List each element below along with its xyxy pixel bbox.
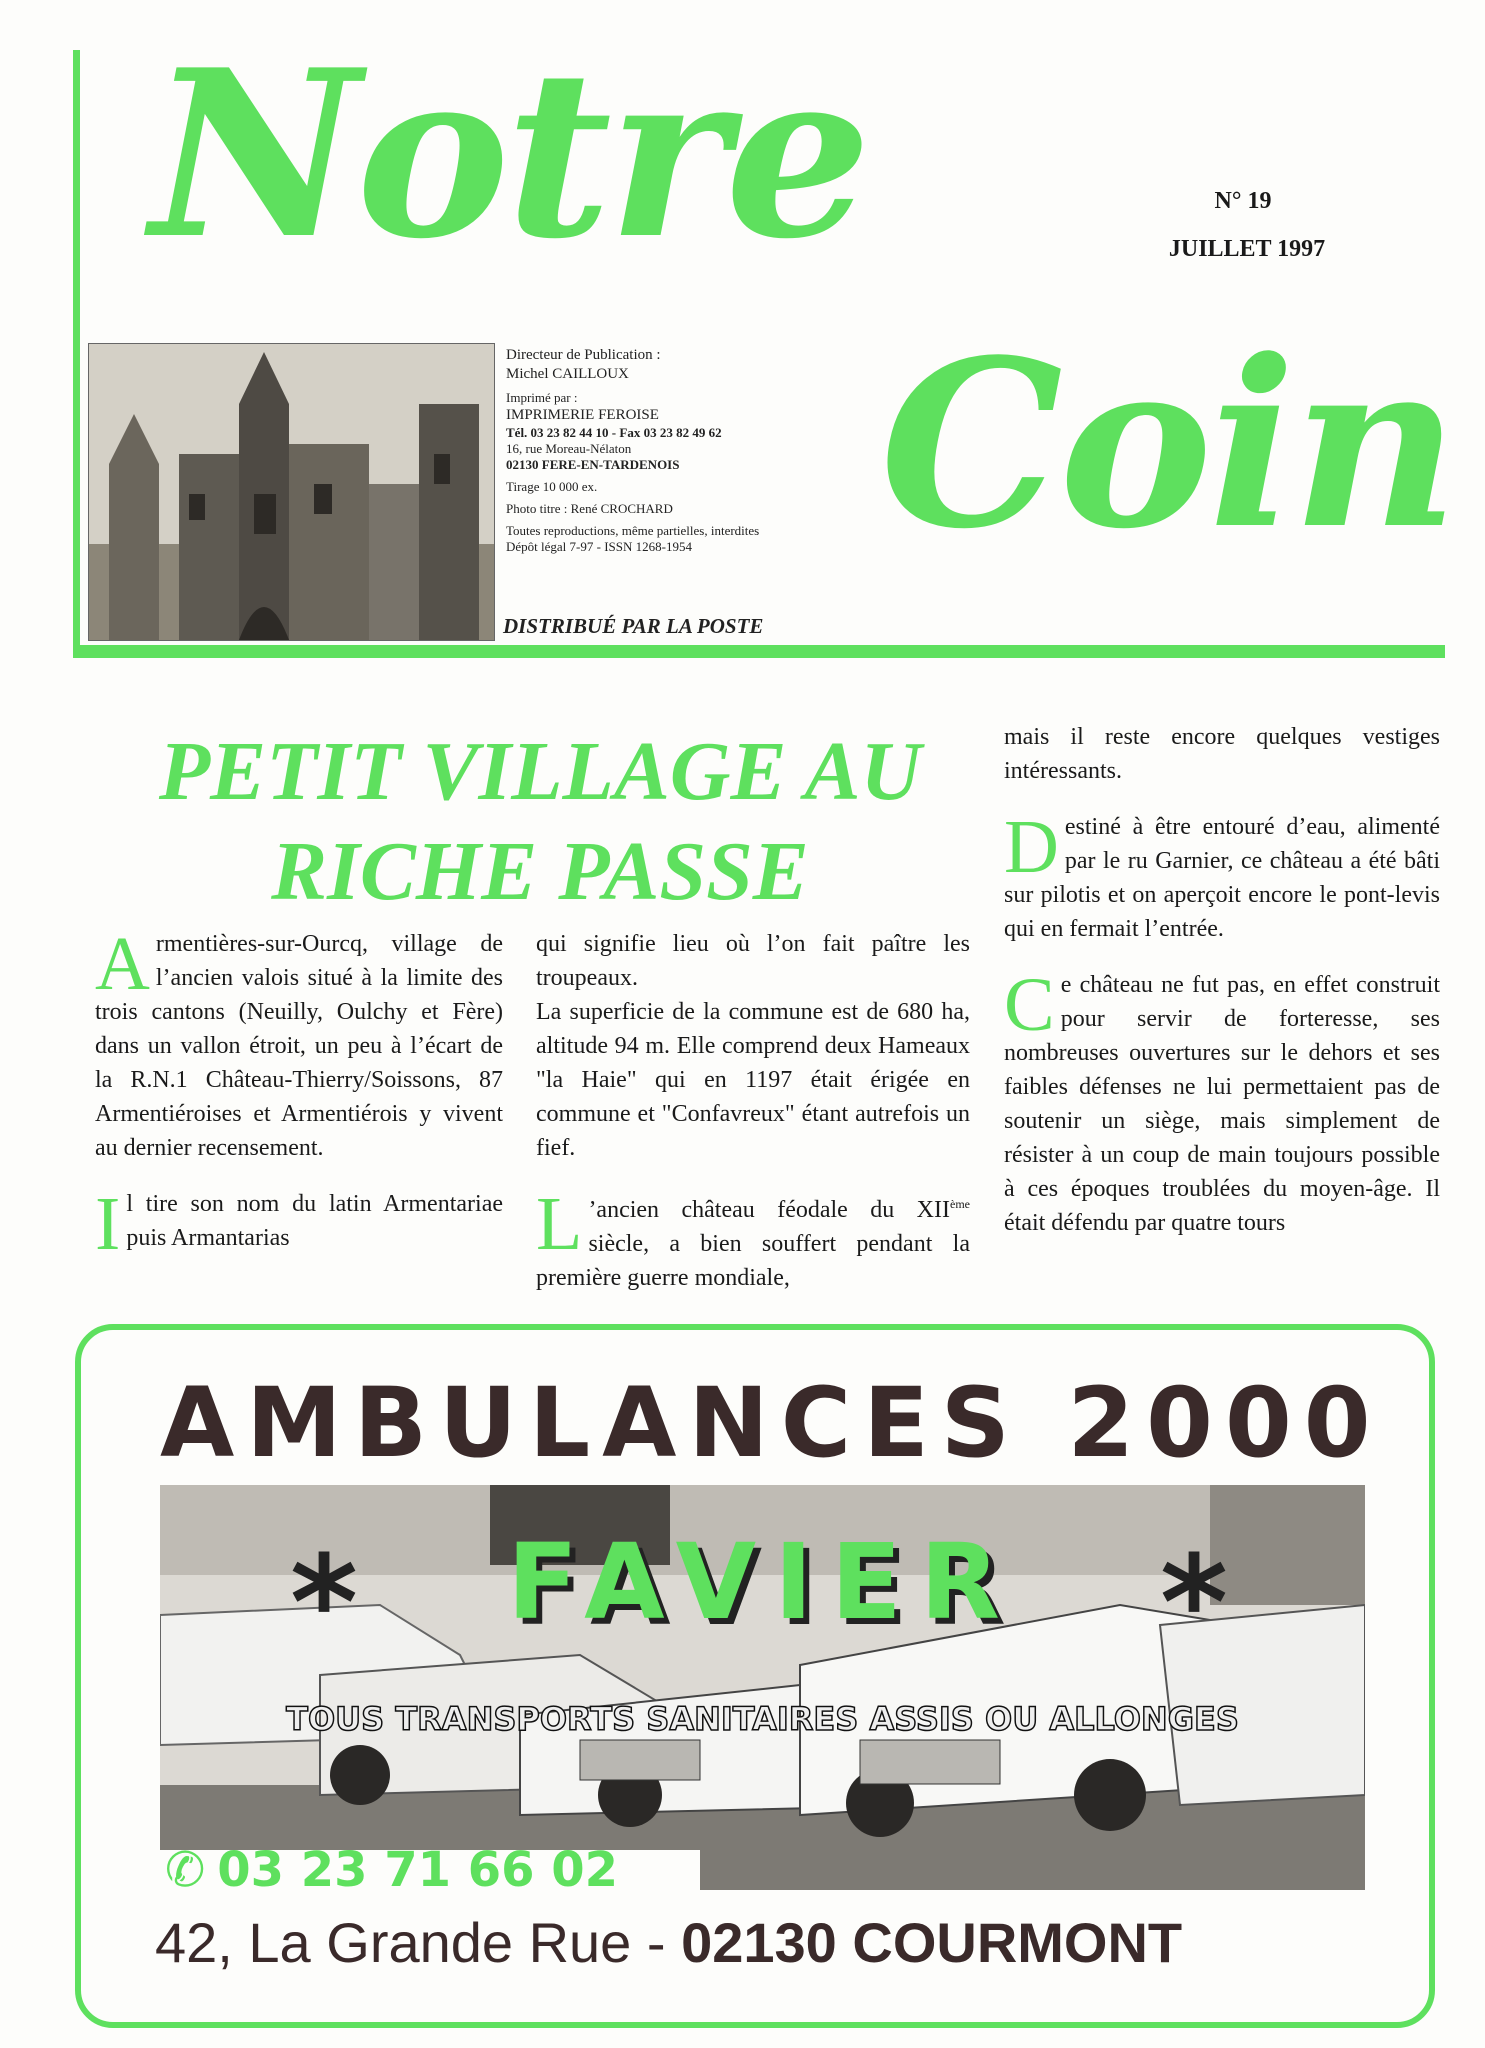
masthead-bottom-rule	[73, 645, 1445, 658]
masthead-left-rule	[73, 50, 80, 658]
phone-number: 03 23 71 66 02	[217, 1842, 619, 1898]
drop-cap: D	[1004, 805, 1059, 889]
paragraph-text: l tire son nom du latin Armentariae puis Armantarias	[126, 1191, 503, 1251]
imprint-city: 02130 FERE-EN-TARDENOIS	[506, 457, 680, 472]
imprint-rights: Toutes reproductions, même partielles, interdites	[506, 523, 760, 538]
imprint-phone: Tél. 03 23 82 44 10 - Fax 03 23 82 49 62	[506, 425, 722, 440]
advert-address	[155, 1912, 1365, 1974]
imprint-print-run: Tirage 10 000 ex.	[506, 479, 598, 494]
paragraph-text: siècle, a bien souffert pendant la première guerre mondiale,	[536, 1231, 970, 1291]
paragraph-intro	[95, 922, 503, 1165]
article-column-2	[536, 927, 970, 1295]
paragraph-text: estiné à être entouré d’eau, alimenté par le ru Garnier, ce château a été bâti sur pilotis et on aperçoit encore le pont-levis qui en fermait l’entrée.	[1004, 814, 1440, 942]
paragraph-text: e château ne fut pas, en effet construit pour servir de forteresse, ses nombreuses ouvertures sur le dehors et ses faibles défenses ne lui permettaient pas de soutenir un siège, mais simplement de résister à un coup de main toujours possible à ces époques troublées du moyen-âge. Il était défendu par quatre tours	[1004, 972, 1440, 1236]
title-notre: Notre	[150, 20, 868, 290]
title-coin: Coin	[880, 310, 1456, 580]
imprint-printer-name: IMPRIMERIE FEROISE	[506, 407, 659, 423]
paragraph-text: rmentières-sur-Ourcq, village de l’ancien valois situé à la limite des trois cantons (Neuilly, Oulchy et Fère) dans un vallon étroit, un peu à l’écart de la R.N.1 Château-Thierry/Soissons, 87 Armentiéroises et Armentiérois y vivent au dernier recensement.	[95, 931, 503, 1161]
address-street: 42, La Grande Rue -	[155, 1911, 682, 1974]
paragraph-continuation: qui signifie lieu où l’on fait paître les troupeaux.	[536, 931, 970, 991]
advert-title: AMBULANCES 2000	[160, 1367, 1383, 1479]
superscript: ème	[950, 1197, 970, 1211]
castle-photo	[88, 343, 495, 641]
imprint-legal-deposit: Dépôt légal 7-97 - ISSN 1268-1954	[506, 539, 692, 554]
paragraph-continuation: mais il reste encore quelques vestiges intéressants.	[1004, 724, 1440, 784]
paragraph-surface: La superficie de la commune est de 680 ha, altitude 94 m. Elle comprend deux Hameaux "la Haie" qui en 1197 était érigée en commune et "Confavreux" étant autrefois un fief.	[536, 999, 970, 1161]
paragraph-defense	[1004, 963, 1440, 1240]
drop-cap: A	[95, 922, 150, 1006]
article-column-1	[95, 922, 503, 1266]
article-column-3	[1004, 720, 1440, 1240]
imprint-photo-credit: Photo titre : René CROCHARD	[506, 501, 673, 516]
paragraph-name-origin	[95, 1182, 503, 1266]
article-headline	[100, 722, 980, 922]
address-city: 02130 COURMONT	[681, 1911, 1183, 1974]
advert-tagline: TOUS TRANSPORTS SANITAIRES ASSIS OU ALLONGES	[286, 1700, 1239, 1738]
distribution-note: DISTRIBUÉ PAR LA POSTE	[503, 614, 764, 638]
issue-number: N° 19	[1214, 188, 1272, 214]
imprint-director-name: Michel CAILLOUX	[506, 366, 629, 382]
imprint-printer-label: Imprimé par :	[506, 390, 578, 405]
paragraph-water	[1004, 805, 1440, 946]
headline-line-2: RICHE PASSE	[271, 825, 809, 918]
phone-icon: ✆	[165, 1842, 206, 1898]
advert-phone	[165, 1842, 619, 1898]
drop-cap: I	[95, 1182, 121, 1266]
imprint-street: 16, rue Moreau-Nélaton	[506, 441, 632, 456]
advert-company-name: FAVIER	[507, 1521, 1018, 1643]
paragraph-text: ’ancien château féodale du XII	[588, 1197, 950, 1223]
imprint-block	[506, 346, 806, 555]
headline-line-1: PETIT VILLAGE AU	[158, 725, 922, 818]
drop-cap: C	[1004, 963, 1055, 1047]
star-right: *	[1160, 1527, 1228, 1679]
drop-cap: L	[536, 1182, 583, 1266]
star-left: *	[290, 1527, 358, 1679]
paragraph-castle	[536, 1182, 970, 1295]
castle-ruin-illustration	[89, 344, 494, 640]
imprint-director-label: Directeur de Publication :	[506, 347, 661, 363]
issue-date: JUILLET 1997	[1168, 236, 1326, 262]
